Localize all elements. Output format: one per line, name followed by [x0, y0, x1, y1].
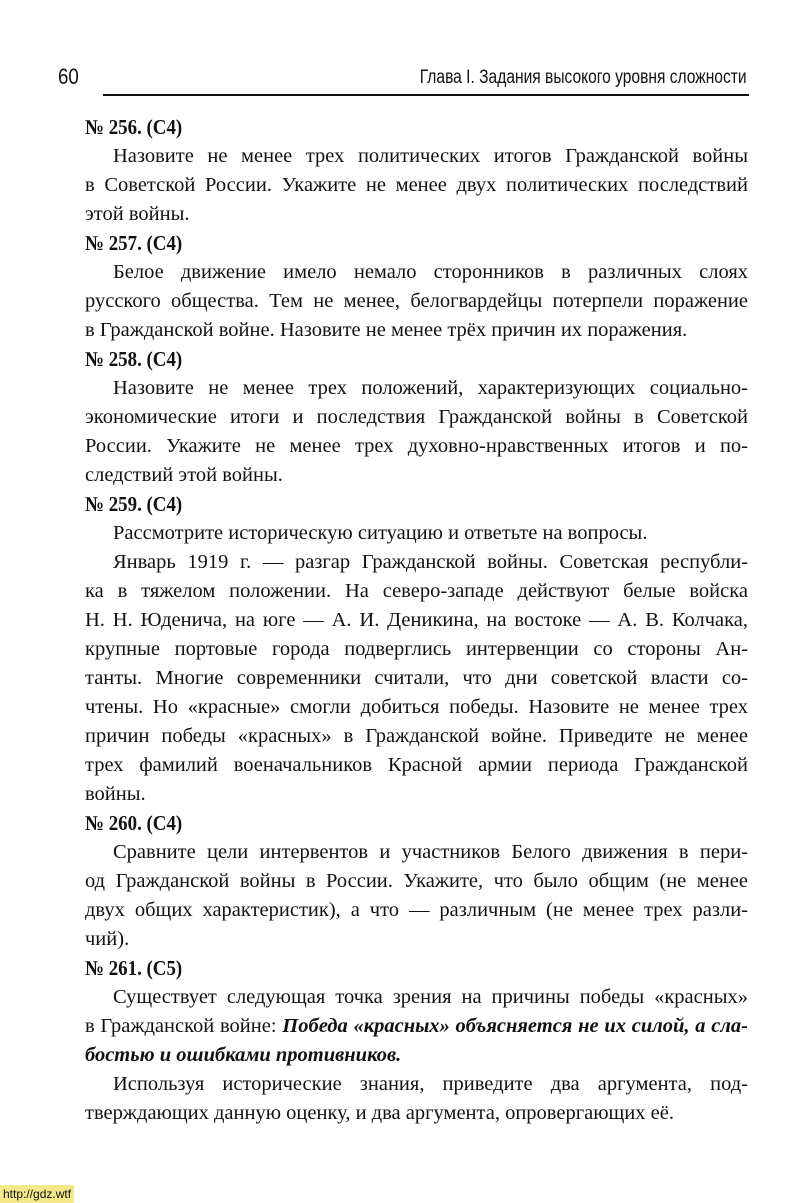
line-text: Белое движение имело немало сторонников в различных слоях: [113, 261, 748, 283]
page-content: [85, 113, 748, 1128]
text-line: [85, 548, 748, 577]
line-text: следствий этой войны.: [85, 464, 283, 486]
line-text: Существует следующая точка зрения на причины победы «красных»: [113, 986, 748, 1008]
text-line: [85, 1070, 748, 1099]
line-text: чтены. Но «красные» смогли добиться победы. Назовите не менее трех: [85, 696, 748, 718]
text-line: [85, 316, 748, 345]
line-text: Назовите не менее трех положений, характеризующих социально-: [113, 377, 748, 399]
line-text: в Советской России. Укажите не менее двух политических последствий: [85, 174, 748, 196]
line-text: чий).: [85, 928, 130, 950]
text-line: [85, 519, 748, 548]
line-text: причин победы «красных» в Гражданской войне. Приведите не менее: [85, 725, 748, 747]
text-line: [85, 635, 748, 664]
text-line: [85, 142, 748, 171]
line-text: од Гражданской войны в России. Укажите, что было общим (не менее: [85, 870, 748, 892]
task-block: [85, 809, 748, 954]
line-text: трех фамилий военачальников Красной армии периода Гражданской: [85, 754, 748, 776]
line-text: России. Укажите не менее трех духовно-нравственных итогов и по-: [85, 435, 748, 457]
task-block: [85, 490, 748, 809]
line-text: в Гражданской войне. Назовите не менее трёх причин их поражения.: [85, 319, 688, 341]
text-line: [85, 258, 748, 287]
text-line: [85, 838, 748, 867]
text-line: [85, 983, 748, 1012]
line-text: двух общих характеристик), а что — различным (не менее трех разли-: [85, 899, 748, 921]
task-heading: № 261. (С5): [85, 956, 183, 980]
task-heading: № 256. (С4): [85, 115, 183, 139]
line-text: ка в тяжелом положении. На северо-западе действуют белые войска: [85, 580, 748, 602]
text-line: [85, 432, 748, 461]
text-line: [85, 374, 748, 403]
text-line: [85, 287, 748, 316]
line-text: крупные портовые города подверглись интервенции со стороны Ан-: [85, 638, 748, 660]
line-text: Рассмотрите историческую ситуацию и ответьте на вопросы.: [113, 522, 648, 544]
line-text: в Гражданской войне:: [85, 1015, 283, 1037]
task-heading: № 260. (С4): [85, 811, 183, 835]
task-block: [85, 954, 748, 1128]
text-line: [85, 693, 748, 722]
line-text: тверждающих данную оценку, и два аргумента, опровергающих её.: [85, 1102, 674, 1124]
line-text: этой войны.: [85, 203, 190, 225]
text-line: [85, 461, 748, 490]
text-line: [85, 577, 748, 606]
text-line: [85, 171, 748, 200]
task-block: [85, 345, 748, 490]
line-text: Н. Н. Юденича, на юге — А. И. Деникина, на востоке — А. В. Колчака,: [85, 609, 748, 631]
line-text: Январь 1919 г. — разгар Гражданской войны. Советская республи-: [113, 551, 748, 573]
italic-quote: Победа «красных» объясняется не их силой, а сла-: [282, 1015, 748, 1037]
text-line: [85, 722, 748, 751]
text-line: [85, 664, 748, 693]
line-text: войны.: [85, 783, 146, 805]
text-line: [85, 200, 748, 229]
task-heading: № 258. (С4): [85, 347, 183, 371]
line-text: экономические итоги и последствия Гражданской войны в Советской: [85, 406, 748, 428]
line-text: танты. Многие современники считали, что дни советской власти со-: [85, 667, 748, 689]
running-title: Глава I. Задания высокого уровня сложности: [420, 67, 747, 88]
line-text: Используя исторические знания, приведите два аргумента, под-: [113, 1073, 748, 1095]
text-line: [85, 780, 748, 809]
italic-quote: бостью и ошибками противников.: [85, 1044, 402, 1066]
text-line: [85, 1012, 748, 1041]
text-line: [85, 896, 748, 925]
task-heading: № 257. (С4): [85, 231, 183, 255]
line-text: Назовите не менее трех политических итогов Гражданской войны: [113, 145, 748, 167]
text-line: [85, 751, 748, 780]
page-number: 60: [58, 64, 79, 89]
task-block: [85, 229, 748, 345]
task-heading: № 259. (С4): [85, 492, 183, 516]
line-text: Сравните цели интервентов и участников Белого движения в пери-: [113, 841, 748, 863]
header-rule: [103, 94, 749, 96]
text-line: [85, 1041, 748, 1070]
text-line: [85, 606, 748, 635]
text-line: [85, 867, 748, 896]
line-text: русского общества. Тем не менее, белогвардейцы потерпели поражение: [85, 290, 748, 312]
text-line: [85, 403, 748, 432]
watermark-link[interactable]: http://gdz.wtf: [0, 1185, 74, 1203]
text-line: [85, 1099, 748, 1128]
task-block: [85, 113, 748, 229]
text-line: [85, 925, 748, 954]
